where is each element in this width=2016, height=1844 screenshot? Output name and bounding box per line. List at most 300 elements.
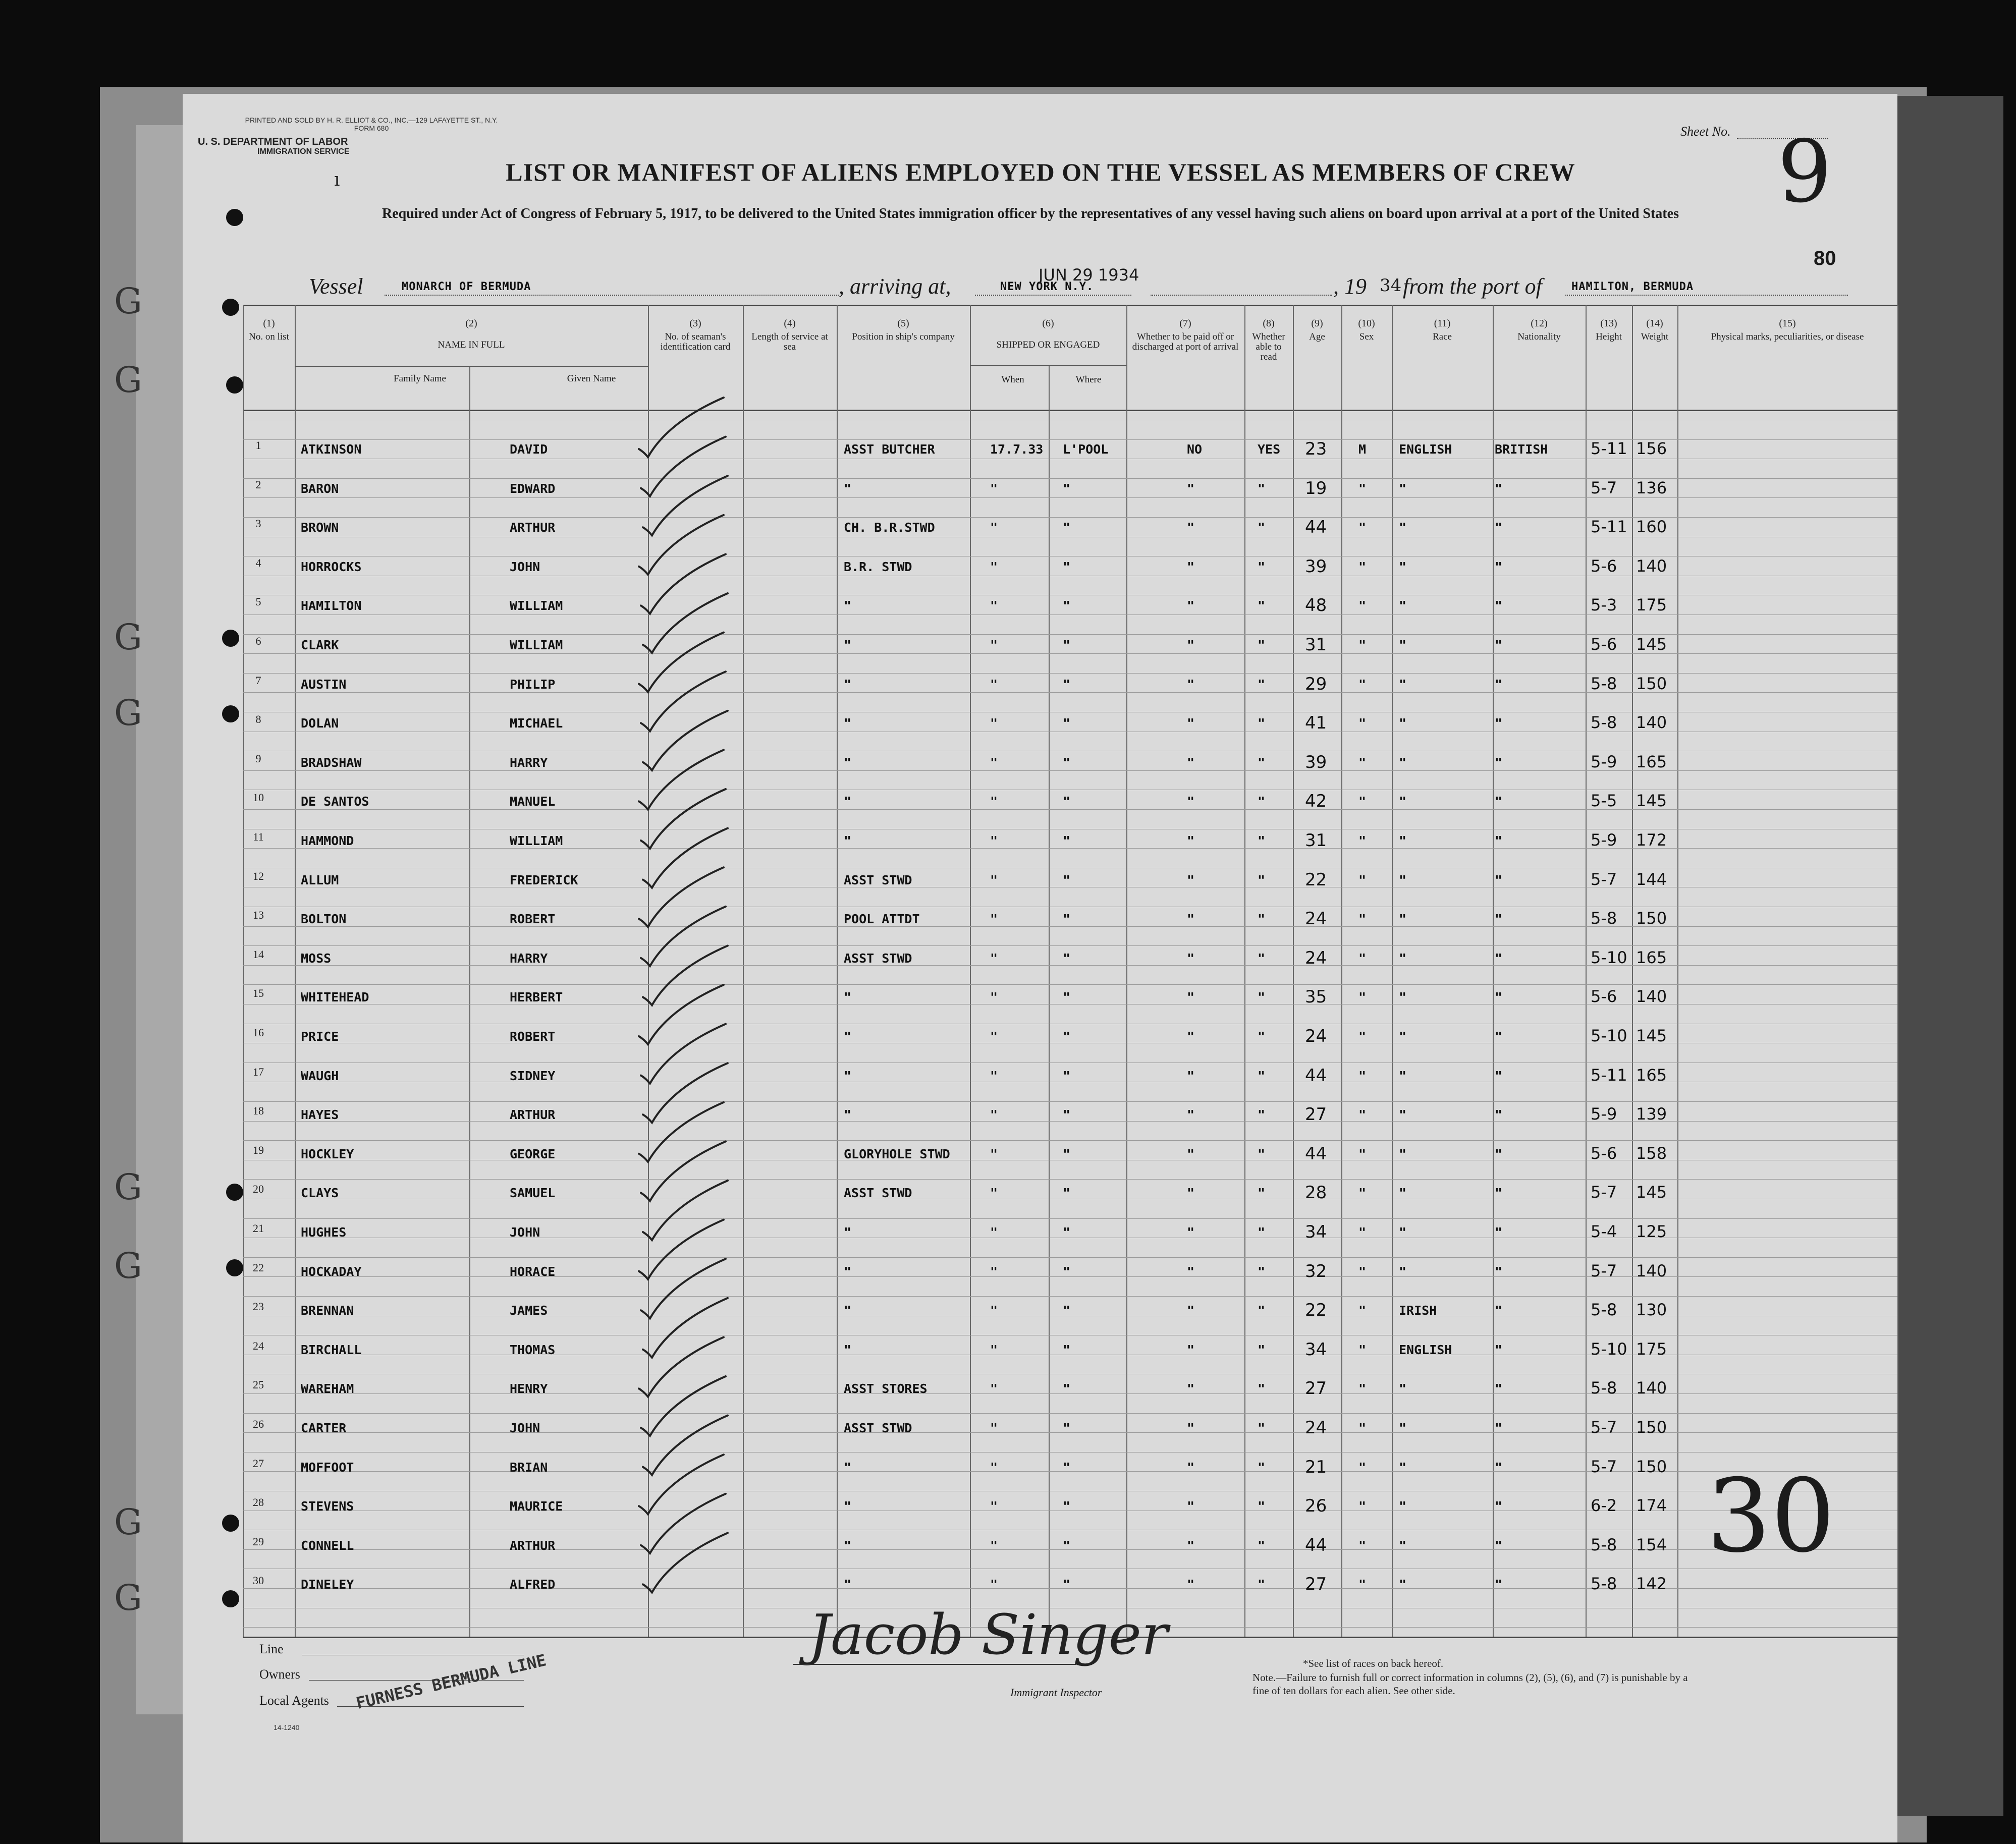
race: ": [1399, 1069, 1407, 1083]
given-name: JOHN: [510, 560, 540, 574]
manifest-page: [183, 94, 1897, 1842]
column-label: Race: [1433, 331, 1452, 342]
row-number: 14: [253, 948, 264, 961]
column-number: (8): [1263, 318, 1275, 329]
family-name: PRICE: [301, 1029, 339, 1044]
shipped-when: ": [990, 638, 998, 652]
shipped-where: ": [1063, 1499, 1071, 1514]
shipped-when: ": [990, 794, 998, 809]
able-to-read: ": [1258, 481, 1266, 496]
family-name: HAMILTON: [301, 598, 362, 613]
height: 5-8: [1591, 713, 1617, 732]
margin-mark: G: [114, 1501, 142, 1543]
department-name: U. S. DEPARTMENT OF LABOR: [198, 136, 348, 147]
height: 5-8: [1591, 909, 1617, 928]
paid-off: ": [1187, 1421, 1195, 1435]
position: CH. B.R.STWD: [844, 520, 935, 535]
sex: ": [1358, 1069, 1367, 1083]
sex: ": [1358, 638, 1367, 652]
check-mark: [639, 1455, 724, 1514]
shipped-where: ": [1063, 1577, 1071, 1592]
weight: 145: [1636, 1026, 1667, 1045]
tick-mark: ı: [334, 170, 340, 190]
able-to-read: ": [1258, 560, 1266, 574]
column-label: Age: [1309, 331, 1325, 342]
family-name: AUSTIN: [301, 677, 347, 692]
shipped-when: ": [990, 1186, 998, 1200]
check-mark: [639, 1220, 724, 1279]
family-name: CARTER: [301, 1421, 347, 1435]
sex: ": [1358, 1421, 1367, 1435]
column-number: (1): [263, 318, 275, 329]
check-mark: [639, 867, 724, 927]
paid-off: ": [1187, 1107, 1195, 1122]
age: 27: [1305, 1104, 1327, 1125]
position: ": [844, 716, 852, 731]
able-to-read: ": [1258, 1577, 1266, 1592]
shipped-where: ": [1063, 1421, 1071, 1435]
family-name: BIRCHALL: [301, 1343, 362, 1357]
paid-off: ": [1187, 794, 1195, 809]
height: 5-11: [1591, 1066, 1627, 1085]
check-mark: [643, 828, 728, 888]
height: 5-9: [1591, 752, 1617, 771]
given-name: HENRY: [510, 1381, 548, 1396]
service-name: IMMIGRATION SERVICE: [257, 147, 350, 156]
given-name: JAMES: [510, 1303, 548, 1318]
nationality: ": [1495, 520, 1503, 535]
shipped-when: ": [990, 1577, 998, 1592]
row-number: 6: [255, 635, 261, 647]
height: 5-4: [1591, 1222, 1617, 1241]
vessel-label: Vessel: [309, 274, 363, 299]
sex: M: [1358, 442, 1367, 457]
check-mark: [639, 1102, 724, 1162]
sex: ": [1358, 1303, 1367, 1318]
given-name: MICHAEL: [510, 716, 563, 731]
height: 5-6: [1591, 635, 1617, 654]
nationality: ": [1495, 1147, 1503, 1161]
weight: 145: [1636, 1183, 1667, 1202]
race: ": [1399, 990, 1407, 1004]
column-label: Position in ship's company: [852, 331, 955, 342]
column-label: Height: [1596, 331, 1622, 342]
paid-off: ": [1187, 951, 1195, 966]
column-number: (7): [1179, 318, 1191, 329]
shipped-when: ": [990, 677, 998, 692]
check-mark: [641, 907, 726, 966]
weight: 165: [1636, 752, 1667, 771]
weight: 136: [1636, 478, 1667, 497]
printer-line: PRINTED AND SOLD BY H. R. ELLIOT & CO., INC.—129 LAFAYETTE ST., N.Y.: [245, 116, 498, 124]
row-number: 18: [253, 1104, 264, 1117]
height: 5-5: [1591, 791, 1617, 810]
from-port: HAMILTON, BERMUDA: [1571, 281, 1694, 293]
age: 24: [1305, 1026, 1327, 1046]
height: 5-9: [1591, 1104, 1617, 1124]
paid-off: ": [1187, 560, 1195, 574]
height: 5-7: [1591, 1261, 1617, 1280]
family-name: HAMMOND: [301, 833, 354, 848]
paid-off: ": [1187, 1460, 1195, 1475]
check-mark: [639, 633, 724, 692]
family-name: BROWN: [301, 520, 339, 535]
weight: 145: [1636, 635, 1667, 654]
able-to-read: ": [1258, 1225, 1266, 1240]
row-number: 26: [253, 1418, 264, 1430]
height: 5-6: [1591, 987, 1617, 1006]
position: ": [844, 1577, 852, 1592]
weight: 160: [1636, 517, 1667, 536]
check-mark: [639, 985, 724, 1044]
able-to-read: ": [1258, 1029, 1266, 1044]
weight: 140: [1636, 987, 1667, 1006]
able-to-read: YES: [1258, 442, 1281, 457]
able-to-read: ": [1258, 990, 1266, 1004]
nationality: ": [1495, 1343, 1503, 1357]
column-number: (15): [1779, 318, 1796, 329]
paid-off: ": [1187, 1069, 1195, 1083]
able-to-read: ": [1258, 833, 1266, 848]
check-mark: [641, 1141, 726, 1201]
family-name: CONNELL: [301, 1538, 354, 1553]
age: 44: [1305, 1066, 1327, 1086]
given-name: MAURICE: [510, 1499, 563, 1514]
position: B.R. STWD: [844, 560, 912, 574]
column-divider: [1897, 305, 1898, 1637]
family-name: MOFFOOT: [301, 1460, 354, 1475]
sex: ": [1358, 1381, 1367, 1396]
row-number: 28: [253, 1496, 264, 1508]
able-to-read: ": [1258, 1264, 1266, 1279]
race: IRISH: [1399, 1303, 1437, 1318]
sex: ": [1358, 1225, 1367, 1240]
age: 31: [1305, 635, 1327, 655]
family-name: HOCKLEY: [301, 1147, 354, 1161]
nationality: ": [1495, 1538, 1503, 1553]
weight: 174: [1636, 1496, 1667, 1515]
check-mark: [643, 1298, 728, 1358]
nationality: ": [1495, 638, 1503, 652]
weight: 156: [1636, 439, 1667, 458]
height: 5-7: [1591, 1183, 1617, 1202]
sex: ": [1358, 598, 1367, 613]
weight: 154: [1636, 1535, 1667, 1554]
nationality: ": [1495, 481, 1503, 496]
shipped-when: ": [990, 1264, 998, 1279]
nationality: ": [1495, 794, 1503, 809]
height: 5-8: [1591, 1300, 1617, 1319]
weight: 145: [1636, 791, 1667, 810]
row-number: 10: [253, 791, 264, 804]
check-mark: [643, 1533, 728, 1592]
check-mark: [643, 945, 728, 1005]
check-mark: [643, 476, 728, 535]
shipped-where: ": [1063, 755, 1071, 770]
shipped-where: ": [1063, 912, 1071, 926]
row-number: 29: [253, 1535, 264, 1548]
nationality: ": [1495, 1499, 1503, 1514]
nationality: ": [1495, 951, 1503, 966]
age: 27: [1305, 1574, 1327, 1594]
shipped-where: ": [1063, 1225, 1071, 1240]
weight: 130: [1636, 1300, 1667, 1319]
penalty-note: Note.—Failure to furnish full or correct information in columns (2), (5), (6), and (7) is punishable by a fine of ten dollars for each alien. See other side.: [1252, 1671, 1688, 1697]
weight: 140: [1636, 1261, 1667, 1280]
age: 48: [1305, 595, 1327, 616]
able-to-read: ": [1258, 1460, 1266, 1475]
position: ": [844, 990, 852, 1004]
sex: ": [1358, 1577, 1367, 1592]
column-label: Length of service at sea: [751, 331, 828, 352]
shipped-where: ": [1063, 598, 1071, 613]
nationality: ": [1495, 1460, 1503, 1475]
position: ": [844, 1460, 852, 1475]
shipped-when: ": [990, 833, 998, 848]
weight: 125: [1636, 1222, 1667, 1241]
shipped-where: ": [1063, 951, 1071, 966]
nationality: ": [1495, 990, 1503, 1004]
shipped-when: ": [990, 755, 998, 770]
paid-off: ": [1187, 1343, 1195, 1357]
nationality: ": [1495, 833, 1503, 848]
position: ASST STWD: [844, 951, 912, 966]
race: ": [1399, 1186, 1407, 1200]
position: ASST STWD: [844, 873, 912, 887]
total-count: 30: [1707, 1458, 1835, 1575]
position: ": [844, 1499, 852, 1514]
height: 5-8: [1591, 1574, 1617, 1593]
nationality: ": [1495, 1381, 1503, 1396]
column-label: Weight: [1641, 331, 1669, 342]
age: 35: [1305, 987, 1327, 1007]
age: 31: [1305, 830, 1327, 851]
margin-mark: G: [114, 1245, 142, 1287]
able-to-read: ": [1258, 951, 1266, 966]
shipped-where: ": [1063, 520, 1071, 535]
family-name: WAUGH: [301, 1069, 339, 1083]
row-number: 17: [253, 1066, 264, 1078]
form-code: 14-1240: [274, 1723, 300, 1731]
row-number: 15: [253, 987, 264, 999]
column-number: (6): [1042, 318, 1054, 329]
shipped-when: ": [990, 1538, 998, 1553]
weight: 140: [1636, 556, 1667, 576]
check-mark: [643, 593, 728, 653]
able-to-read: ": [1258, 638, 1266, 652]
able-to-read: ": [1258, 1147, 1266, 1161]
sheet-number: 9: [1777, 122, 1832, 222]
height: 5-7: [1591, 1457, 1617, 1476]
paid-off: ": [1187, 1225, 1195, 1240]
margin-mark: G: [114, 281, 142, 322]
weight: 165: [1636, 1066, 1667, 1085]
race: ": [1399, 912, 1407, 926]
given-name: ROBERT: [510, 1029, 556, 1044]
family-name: HOCKADAY: [301, 1264, 362, 1279]
position: ASST STWD: [844, 1186, 912, 1200]
sex: ": [1358, 873, 1367, 887]
race: ": [1399, 560, 1407, 574]
line-stamp: FURNESS BERMUDA LINE: [354, 1650, 548, 1713]
shipped-when: ": [990, 598, 998, 613]
given-name: ROBERT: [510, 912, 556, 926]
height: 5-7: [1591, 870, 1617, 889]
given-name: HERBERT: [510, 990, 563, 1004]
row-number: 1: [255, 439, 261, 452]
shipped-where: ": [1063, 1264, 1071, 1279]
family-name: CLARK: [301, 638, 339, 652]
family-name: BARON: [301, 481, 339, 496]
race: ": [1399, 1460, 1407, 1475]
able-to-read: ": [1258, 755, 1266, 770]
shipped-when: ": [990, 716, 998, 731]
given-name: GEORGE: [510, 1147, 556, 1161]
position: ": [844, 677, 852, 692]
paid-off: NO: [1187, 442, 1203, 457]
weight: 150: [1636, 674, 1667, 693]
height: 5-7: [1591, 478, 1617, 497]
age: 22: [1305, 1300, 1327, 1320]
race: ": [1399, 1107, 1407, 1122]
check-mark: [641, 1376, 726, 1436]
age: 29: [1305, 674, 1327, 694]
given-name: MANUEL: [510, 794, 556, 809]
nationality: ": [1495, 1029, 1503, 1044]
given-name: PHILIP: [510, 677, 556, 692]
age: 27: [1305, 1378, 1327, 1399]
position: ASST STWD: [844, 1421, 912, 1435]
family-name-header: Family Name: [394, 373, 446, 384]
sex: ": [1358, 833, 1367, 848]
sex: ": [1358, 1186, 1367, 1200]
able-to-read: ": [1258, 677, 1266, 692]
column-label: No. on list: [249, 331, 289, 342]
nationality: ": [1495, 755, 1503, 770]
position: ": [844, 638, 852, 652]
family-name: HORROCKS: [301, 560, 362, 574]
race: ": [1399, 1029, 1407, 1044]
race: ": [1399, 1538, 1407, 1553]
race: ": [1399, 520, 1407, 535]
able-to-read: ": [1258, 794, 1266, 809]
given-name: ALFRED: [510, 1577, 556, 1592]
given-name: ARTHUR: [510, 1538, 556, 1553]
sex: ": [1358, 1499, 1367, 1514]
row-number: 30: [253, 1574, 264, 1587]
check-mark: [643, 1063, 728, 1123]
able-to-read: ": [1258, 1107, 1266, 1122]
height: 5-6: [1591, 1144, 1617, 1163]
arriving-port: NEW YORK N.Y.: [1000, 281, 1094, 293]
given-name: WILLIAM: [510, 598, 563, 613]
nationality: ": [1495, 1577, 1503, 1592]
height: 5-6: [1591, 556, 1617, 576]
weight: 140: [1636, 713, 1667, 732]
sex: ": [1358, 755, 1367, 770]
weight: 150: [1636, 1457, 1667, 1476]
shipped-when: ": [990, 1069, 998, 1083]
family-name: STEVENS: [301, 1499, 354, 1514]
given-name: FREDERICK: [510, 873, 578, 887]
check-mark: [643, 1181, 728, 1240]
shipped-where: ": [1063, 1460, 1071, 1475]
race: ": [1399, 1499, 1407, 1514]
paid-off: ": [1187, 1186, 1195, 1200]
age: 34: [1305, 1222, 1327, 1242]
row-number: 8: [255, 713, 261, 725]
shipped-where: ": [1063, 1303, 1071, 1318]
family-name: DOLAN: [301, 716, 339, 731]
shipped-where: ": [1063, 873, 1071, 887]
position: ": [844, 481, 852, 496]
row-number: 3: [255, 517, 261, 530]
paid-off: ": [1187, 1577, 1195, 1592]
height: 6-2: [1591, 1496, 1617, 1515]
sex: ": [1358, 1107, 1367, 1122]
race: ": [1399, 716, 1407, 731]
given-name: THOMAS: [510, 1343, 556, 1357]
shipped-where: ": [1063, 560, 1071, 574]
paid-off: ": [1187, 1029, 1195, 1044]
paid-off: ": [1187, 677, 1195, 692]
given-name: WILLIAM: [510, 833, 563, 848]
family-name: DE SANTOS: [301, 794, 369, 809]
from-port-label: from the port of: [1403, 274, 1542, 299]
check-mark: [641, 672, 726, 731]
sex: ": [1358, 1147, 1367, 1161]
check-mark: [641, 1259, 726, 1318]
height: 5-10: [1591, 1026, 1627, 1045]
row-number: 25: [253, 1378, 264, 1391]
paid-off: ": [1187, 990, 1195, 1004]
shipped-where: L'POOL: [1063, 442, 1109, 457]
weight: 144: [1636, 870, 1667, 889]
family-name: MOSS: [301, 951, 332, 966]
paid-off: ": [1187, 755, 1195, 770]
sex: ": [1358, 951, 1367, 966]
weight: 142: [1636, 1574, 1667, 1593]
row-number: 11: [253, 830, 264, 843]
row-number: 2: [255, 478, 261, 491]
nationality: ": [1495, 1264, 1503, 1279]
shipped-when: ": [990, 1029, 998, 1044]
sex: ": [1358, 1460, 1367, 1475]
family-name: HUGHES: [301, 1225, 347, 1240]
paid-off: ": [1187, 1538, 1195, 1553]
position: ASST STORES: [844, 1381, 928, 1396]
nationality: ": [1495, 873, 1503, 887]
weight: 158: [1636, 1144, 1667, 1163]
column-number: (9): [1311, 318, 1323, 329]
given-name: ARTHUR: [510, 520, 556, 535]
given-name-header: Given Name: [567, 373, 616, 384]
height: 5-11: [1591, 439, 1627, 458]
age: 34: [1305, 1339, 1327, 1360]
column-label: Whether to be paid off or discharged at port of arrival: [1132, 331, 1239, 352]
given-name: DAVID: [510, 442, 548, 457]
shipped-when: ": [990, 1499, 998, 1514]
shipped-when: ": [990, 951, 998, 966]
column-number: (13): [1600, 318, 1617, 329]
position: ": [844, 1029, 852, 1044]
able-to-read: ": [1258, 1186, 1266, 1200]
column-number: (3): [689, 318, 701, 329]
sex: ": [1358, 1029, 1367, 1044]
age: 39: [1305, 556, 1327, 577]
check-mark: [639, 1337, 724, 1396]
family-name: CLAYS: [301, 1186, 339, 1200]
